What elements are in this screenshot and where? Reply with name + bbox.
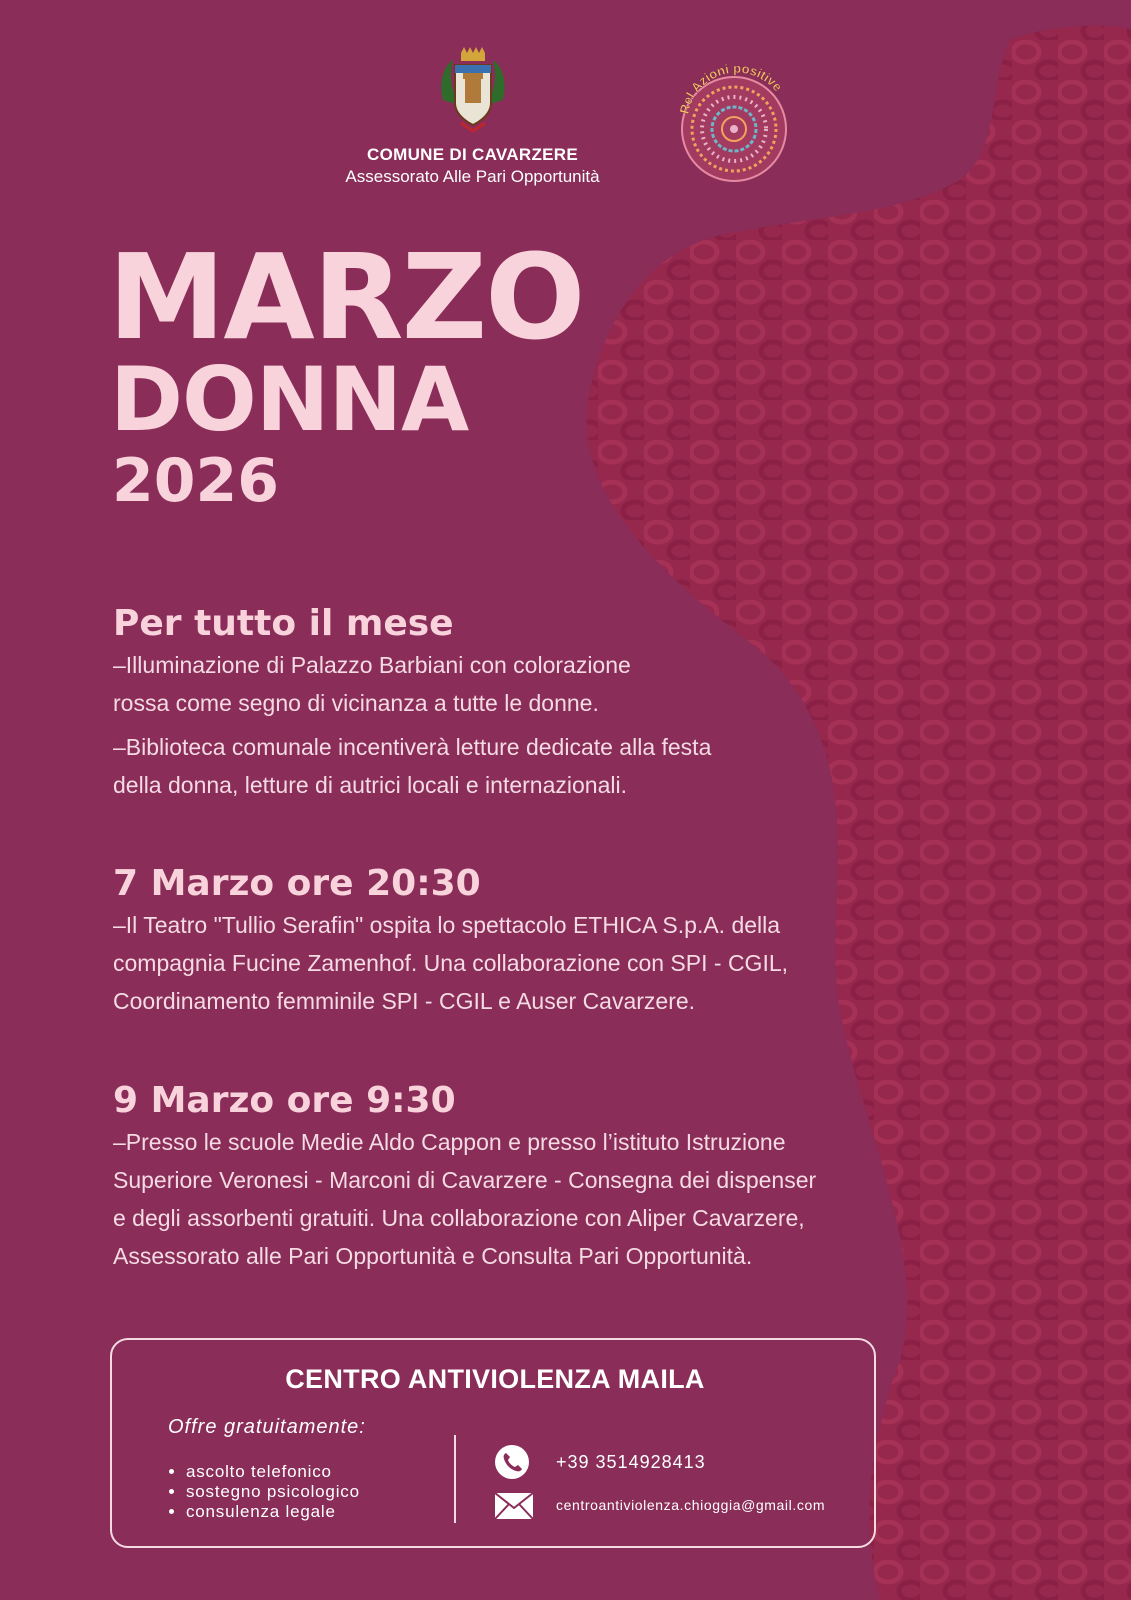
section-7-marzo: [113, 862, 1013, 1020]
list-item: • consulenza legale: [186, 1502, 360, 1522]
email-address[interactable]: centroantiviolenza.chioggia@gmail.com: [556, 1497, 826, 1513]
section-paragraph: –Biblioteca comunale incentiverà letture dedicate alla festa della donna, letture di autrici locali e internazionali.: [113, 734, 712, 798]
centro-antiviolenza-box: [110, 1338, 876, 1548]
section-paragraph: –Il Teatro "Tullio Serafin" ospita lo spettacolo ETHICA S.p.A. della compagnia Fucine Zamenhof. Una collaborazione con SPI - CGIL, Coordinamento femminile SPI - CGIL e Auser Cavarzere.: [113, 912, 789, 1014]
centro-title: CENTRO ANTIVIOLENZA MAILA: [285, 1364, 705, 1394]
divider: [454, 1435, 456, 1523]
title-marzo: MARZO: [108, 228, 584, 366]
mail-icon: [494, 1492, 534, 1520]
section-heading: 7 Marzo ore 20:30: [113, 863, 481, 904]
phone-number[interactable]: +39 3514928413: [556, 1452, 706, 1472]
comune-name: COMUNE DI CAVARZERE: [367, 145, 578, 164]
offre-label: Offre gratuitamente:: [168, 1416, 366, 1438]
svg-text:Rel Azioni positive: Rel Azioni positive: [676, 60, 786, 116]
list-item: • sostegno psicologico: [186, 1482, 360, 1502]
header: [0, 45, 1131, 195]
assessorato-subtitle: Assessorato Alle Pari Opportunità: [345, 167, 600, 186]
section-heading: 9 Marzo ore 9:30: [113, 1080, 456, 1121]
section-9-marzo: [113, 1079, 1013, 1275]
services-list: [166, 1462, 360, 1522]
section-per-tutto-il-mese: [113, 602, 1013, 804]
phone-icon: [494, 1444, 530, 1480]
title-year: 2026: [112, 446, 279, 516]
section-paragraph: –Illuminazione di Palazzo Barbiani con colorazione rossa come segno di vicinanza a tutte le donne.: [113, 652, 631, 716]
section-paragraph: –Presso le scuole Medie Aldo Cappon e presso l’istituto Istruzione Superiore Veronesi - Marconi di Cavarzere - Consegna dei dispenser e degli assorbenti gratuiti. Una collaborazione con Aliper Cavarzere, Assessorato alle Pari Opportunità e Consulta Pari Opportunità.: [113, 1129, 817, 1269]
coat-of-arms-icon: [433, 45, 513, 135]
section-heading: Per tutto il mese: [113, 603, 454, 644]
rel-azioni-positive-logo: [670, 57, 800, 187]
title-donna: DONNA: [110, 348, 469, 451]
list-item: • ascolto telefonico: [186, 1462, 360, 1482]
